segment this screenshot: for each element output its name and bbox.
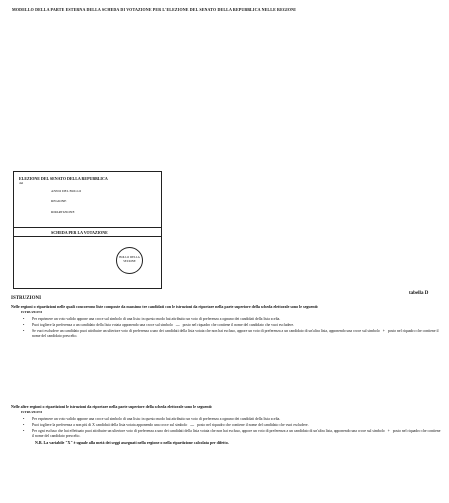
plus-mark: +: [382, 329, 385, 333]
instruction-bullet: [11, 417, 443, 422]
bullet-text: posto nel riquadro che contiene il nome del candidato che vuoi escludere.: [197, 423, 309, 427]
section-subheading: ISTRUZIONI: [21, 410, 43, 414]
instructions-section-2: [11, 404, 443, 445]
plus-mark: +: [387, 429, 390, 433]
table-label: tabella D: [409, 291, 429, 296]
ballot-election-title: ELEZIONE DEL SENATO DELLA REPUBBLICA: [19, 176, 108, 181]
instruction-bullet: [11, 329, 443, 339]
ballot-stamp-label: ANNO DEL BOLLO: [51, 189, 82, 193]
ballot-seal-text: BOLLO DELLA SEZIONE: [119, 255, 140, 263]
bullet-dot: •: [23, 423, 25, 427]
minus-mark: —: [175, 323, 180, 327]
section-intro: Nelle altre regioni o ripartizioni le istruzioni da riportare nella parte superiore della scheda elettorale sono le seguenti:: [11, 404, 213, 409]
section-subheading: ISTRUZIONI: [21, 310, 43, 314]
instructions-section-1: [11, 304, 443, 340]
bullet-text: Puoi togliere la preferenza a non più di X candidati della lista votata apponendo una croce sul simbolo: [32, 423, 188, 427]
ballot-district-label: RIPARTIZIONE: [51, 210, 75, 214]
bullet-dot: •: [23, 323, 25, 327]
bullet-text: Per ogni escluso che hai effettuato puoi attribuire un ulteriore voto di preferenza a uno dei candidati della lista votata che non hai escluso, appore un voto di preferenza a un candidato di un'altra lista, apponendo una croce sul simbolo: [32, 429, 385, 433]
ballot-region-label: REGIONE: [51, 199, 67, 203]
section-intro: Nelle regioni o ripartizioni nelle quali concorrono liste composte da massimo tre candidati con le istruzioni da riportare nella parte superiore della scheda elettorale sono le seguenti:: [11, 304, 319, 309]
instructions-heading: ISTRUZIONI: [11, 296, 42, 301]
instruction-bullet: [11, 423, 443, 428]
instruction-bullet: [11, 323, 443, 328]
ballot-seal: [116, 247, 143, 274]
bullet-dot: •: [23, 417, 25, 421]
ballot-divider: [14, 236, 161, 237]
ballot-date-label: del: [19, 181, 24, 185]
bullet-text: posto nel riquadro che contiene il nome del candidato che vuoi escludere.: [182, 323, 295, 327]
bullet-dot: •: [23, 429, 25, 433]
ballot-exterior-model: [13, 171, 162, 289]
bullet-dot: •: [23, 317, 25, 321]
bullet-text: posto nel riquadro che contiene il nome del candidato prescelto.: [32, 329, 439, 338]
bullet-text: posto nel riquadro che contiene il nome del candidato prescelto.: [32, 429, 441, 438]
bullet-dot: •: [23, 329, 25, 333]
bullet-text: Per esprimere un voto valido appone una croce sul simbolo di una lista: in questo modo hai attribuito un voto di preferenza a ognuno dei candidati della lista scelta.: [32, 417, 281, 421]
ballot-divider: [14, 227, 161, 228]
ballot-section-title: SCHEDA PER LA VOTAZIONE: [51, 230, 108, 235]
bullet-text: Per esprimere un voto valido appone una croce sul simbolo di una lista: in questo modo hai attribuito un voto di preferenza a ognuno dei candidati della lista scelta.: [32, 317, 281, 321]
bullet-text: Puoi togliere la preferenza a un candidato della lista votata apponendo una croce sul simbolo: [32, 323, 173, 327]
minus-mark: —: [190, 423, 195, 427]
instruction-bullet: [11, 317, 443, 322]
nota-bene: N.B. La variabile "X" è uguale alla metà dei seggi assegnati nella regione o nella ripartizione calcolata per difetto.: [35, 440, 229, 445]
bullet-text: Se vuoi escludere un candidato puoi attribuire un ulteriore voto di preferenza a uno dei candidati della lista votata che non hai escluso, appore un voto di preferenza a un candidato di un'altra lista, apponendo una croce sul simbolo: [32, 329, 380, 333]
page-header: MODELLO DELLA PARTE ESTERNA DELLA SCHEDA DI VOTAZIONE PER L'ELEZIONE DEL SENATO DELLA REPUBBLICA NELLE REGIONI: [12, 7, 296, 12]
instruction-bullet: [11, 429, 443, 439]
